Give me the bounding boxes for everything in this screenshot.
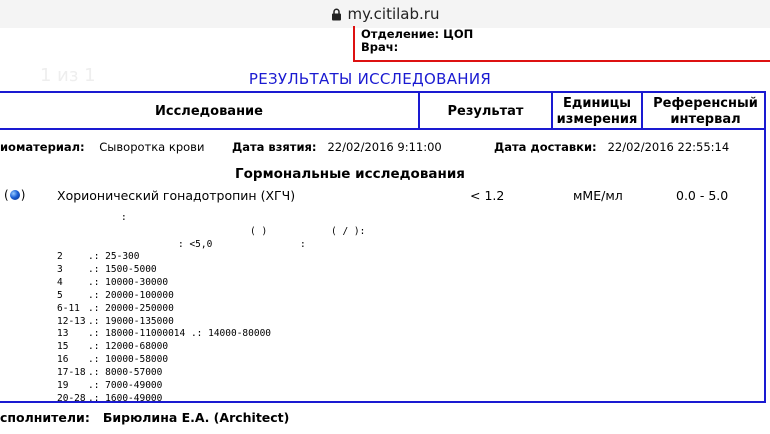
week-range: .: 25-300 xyxy=(88,251,140,262)
delivered-label: Дата доставки: xyxy=(494,140,597,154)
week-label: 20-28 xyxy=(57,392,86,404)
note-colon: : xyxy=(121,212,127,223)
week-range: .: 18000-11000014 .: 14000-80000 xyxy=(88,328,272,340)
col-header-study: Исследование xyxy=(155,104,263,119)
result-value: < 1.2 xyxy=(470,188,505,203)
col-header-result: Результат xyxy=(447,104,524,119)
col-header-units-line2: измерения xyxy=(556,112,638,127)
taken-date-info xyxy=(232,140,442,154)
biomaterial-value: Сыворотка крови xyxy=(99,140,205,154)
result-test-name: Хорионический гонадотропин (ХГЧ) xyxy=(57,188,296,203)
week-range: .: 10000-58000 xyxy=(88,354,169,366)
biomaterial-label: иоматериал: xyxy=(0,140,85,154)
delivered-value: 22/02/2016 22:55:14 xyxy=(607,140,730,154)
note-colon: : xyxy=(300,239,306,250)
result-marker-icon[interactable]: ( ) xyxy=(4,188,26,202)
url-display[interactable] xyxy=(0,5,770,23)
week-range: .: 1500-5000 xyxy=(88,263,157,275)
col-header-reference-line1: Референсный xyxy=(653,96,758,111)
header-divider xyxy=(0,128,766,130)
week-range: .: 20000-250000 xyxy=(88,302,174,314)
week-range: .: 1600-49000 xyxy=(88,392,163,404)
url-text: my.citilab.ru xyxy=(347,5,440,23)
note-threshold: : <5,0 xyxy=(178,239,213,250)
doctor-label: Врач: xyxy=(361,40,399,54)
week-range: .: 8000-57000 xyxy=(88,367,163,379)
result-reference: 0.0 - 5.0 xyxy=(676,188,729,203)
result-units: мМЕ/мл xyxy=(573,188,623,203)
performers-label: сполнители: xyxy=(0,410,90,425)
week-label: 15 xyxy=(57,341,69,353)
col-header-units-line1: Единицы xyxy=(563,96,631,111)
performers-value: Бирюлина Е.А. (Architect) xyxy=(102,410,290,425)
note-paren: ( ) xyxy=(250,226,268,237)
week-label: 12-13 xyxy=(57,315,86,327)
department-label: Отделение: ЦОП xyxy=(361,27,474,41)
page-indicator: 1 из 1 xyxy=(40,65,96,86)
week-label: 17-18 xyxy=(57,367,86,379)
lock-icon xyxy=(331,8,342,21)
week-label: 3 xyxy=(57,263,63,275)
section-title: Гормональные исследования xyxy=(235,166,465,182)
week-range: .: 20000-100000 xyxy=(88,289,174,301)
performers-line xyxy=(0,410,289,425)
col-header-units xyxy=(553,96,641,128)
week-label: 19 xyxy=(57,380,69,391)
week-label: 5 xyxy=(57,289,63,301)
browser-address-bar[interactable] xyxy=(0,0,770,28)
week-label: 16 xyxy=(57,354,69,366)
report-title: РЕЗУЛЬТАТЫ ИССЛЕДОВАНИЯ xyxy=(248,70,492,88)
taken-value: 22/02/2016 9:11:00 xyxy=(327,140,442,154)
note-paren: ( / ): xyxy=(331,226,366,237)
week-label: 4 xyxy=(57,276,63,288)
delivery-date-info xyxy=(494,140,729,154)
col-header-reference-line2: интервал xyxy=(670,112,741,127)
week-range: .: 12000-68000 xyxy=(88,341,169,353)
biomaterial-info xyxy=(0,140,204,154)
week-range: .: 19000-135000 xyxy=(88,315,174,327)
col-header-reference xyxy=(643,96,768,128)
week-range: .: 7000-49000 xyxy=(88,380,163,391)
week-label: 13 xyxy=(57,328,69,340)
week-range: .: 10000-30000 xyxy=(88,276,169,288)
week-label: 2 xyxy=(57,251,63,262)
week-label: 6-11 xyxy=(57,302,80,314)
department-box xyxy=(353,26,770,62)
taken-label: Дата взятия: xyxy=(232,140,317,154)
